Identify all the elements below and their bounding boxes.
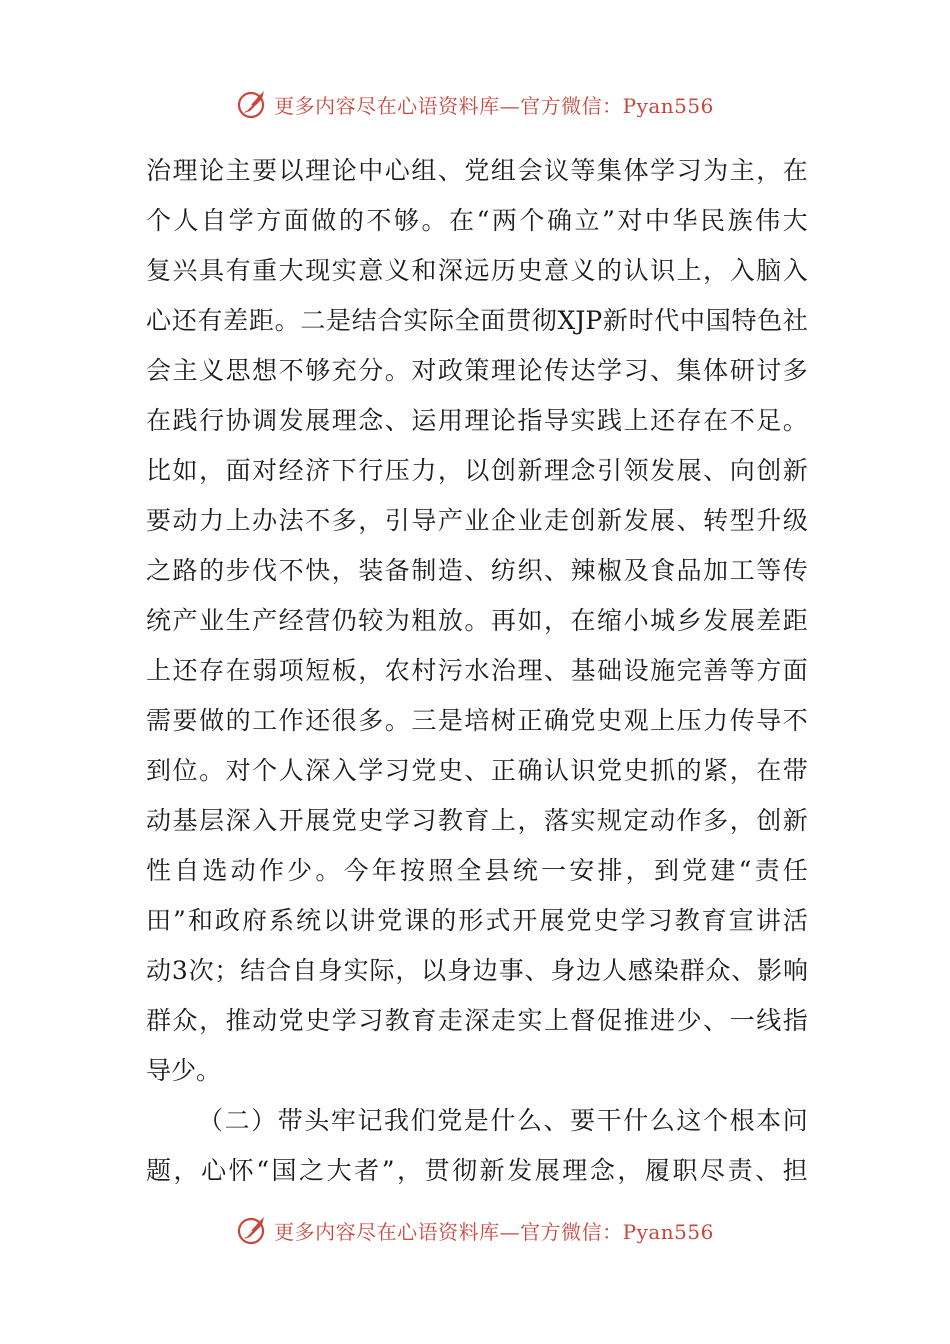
text-line: 在 践 行 协 调 发 展 理 念 、 运 用 理 论 指 导 实 践 上 还 存 在 不 足 。 xyxy=(146,406,808,435)
text-line: 群 众 ， 推 动 党 史 学 习 教 育 走 深 走 实 上 督 促 推 进 少 、 一 线 指 xyxy=(146,1006,808,1035)
header-watermark xyxy=(0,84,950,124)
text-line: 到 位 。 对 个 人 深 入 学 习 党 史 、 正 确 认 识 党 史 抓 的 紧 ， 在 带 xyxy=(146,756,808,785)
text-line: 复 兴 具 有 重 大 现 实 意 义 和 深 远 历 史 意 义 的 认 识 上 ， 入 脑 入 xyxy=(146,256,808,285)
text-line: 田 ” 和 政 府 系 统 以 讲 党 课 的 形 式 开 展 党 史 学 习 教 育 宣 讲 活 xyxy=(146,906,808,935)
text-line: 个 人 自 学 方 面 做 的 不 够 。 在 “ 两 个 确 立 ” 对 中 华 民 族 伟 大 xyxy=(146,206,808,235)
text-line: 之 路 的 步 伐 不 快 ， 装 备 制 造 、 纺 织 、 辣 椒 及 食 品 加 工 等 传 xyxy=(146,556,808,585)
quill-pen-icon xyxy=(236,87,270,121)
text-line: 治 理 论 主 要 以 理 论 中 心 组 、 党 组 会 议 等 集 体 学 习 为 主 ， 在 xyxy=(146,156,808,185)
text-line: 导少。 xyxy=(146,1056,222,1085)
watermark-text: 更多内容尽在心语资料库—官方微信：Pyan556 xyxy=(274,1219,714,1244)
text-line: 要 动 力 上 办 法 不 多 ， 引 导 产 业 企 业 走 创 新 发 展 、 转 型 升 级 xyxy=(146,506,808,535)
text-line: 心 还 有 差 距 。 二 是 结 合 实 际 全 面 贯 彻 XJP 新 时 代 中 国 特 色 社 xyxy=(146,306,808,335)
text-line: 会 主 义 思 想 不 够 充 分 。 对 政 策 理 论 传 达 学 习 、 集 体 研 讨 多 xyxy=(146,356,808,385)
footer-watermark xyxy=(0,1210,950,1250)
text-line: 动 3 次 ； 结 合 自 身 实 际 ， 以 身 边 事 、 身 边 人 感 染 群 众 、 影 响 xyxy=(146,956,808,985)
quill-pen-icon xyxy=(236,1213,270,1247)
watermark-text: 更多内容尽在心语资料库—官方微信：Pyan556 xyxy=(274,93,714,118)
text-line: 需 要 做 的 工 作 还 很 多 。 三 是 培 树 正 确 党 史 观 上 压 力 传 导 不 xyxy=(146,706,808,735)
text-line: 统 产 业 生 产 经 营 仍 较 为 粗 放 。 再 如 ， 在 缩 小 城 乡 发 展 差 距 xyxy=(146,606,808,635)
text-line: 上 还 存 在 弱 项 短 板 ， 农 村 污 水 治 理 、 基 础 设 施 完 善 等 方 面 xyxy=(146,656,808,685)
text-line: 比 如 ， 面 对 经 济 下 行 压 力 ， 以 创 新 理 念 引 领 发 展 、 向 创 新 xyxy=(146,456,808,485)
text-line: 动 基 层 深 入 开 展 党 史 学 习 教 育 上 ， 落 实 规 定 动 作 多 ， 创 新 xyxy=(146,806,808,835)
text-line: 性 自 选 动 作 少 。 今 年 按 照 全 县 统 一 安 排 ， 到 党 建 “ 责 任 xyxy=(146,856,808,885)
text-line: 题 ， 心 怀 “ 国 之 大 者 ” ， 贯 彻 新 发 展 理 念 ， 履 职 尽 责 、 担 xyxy=(146,1156,808,1185)
section-heading-line: （ 二 ） 带 头 牢 记 我 们 党 是 什 么 、 要 干 什 么 这 个 根 本 问 xyxy=(198,1106,808,1135)
